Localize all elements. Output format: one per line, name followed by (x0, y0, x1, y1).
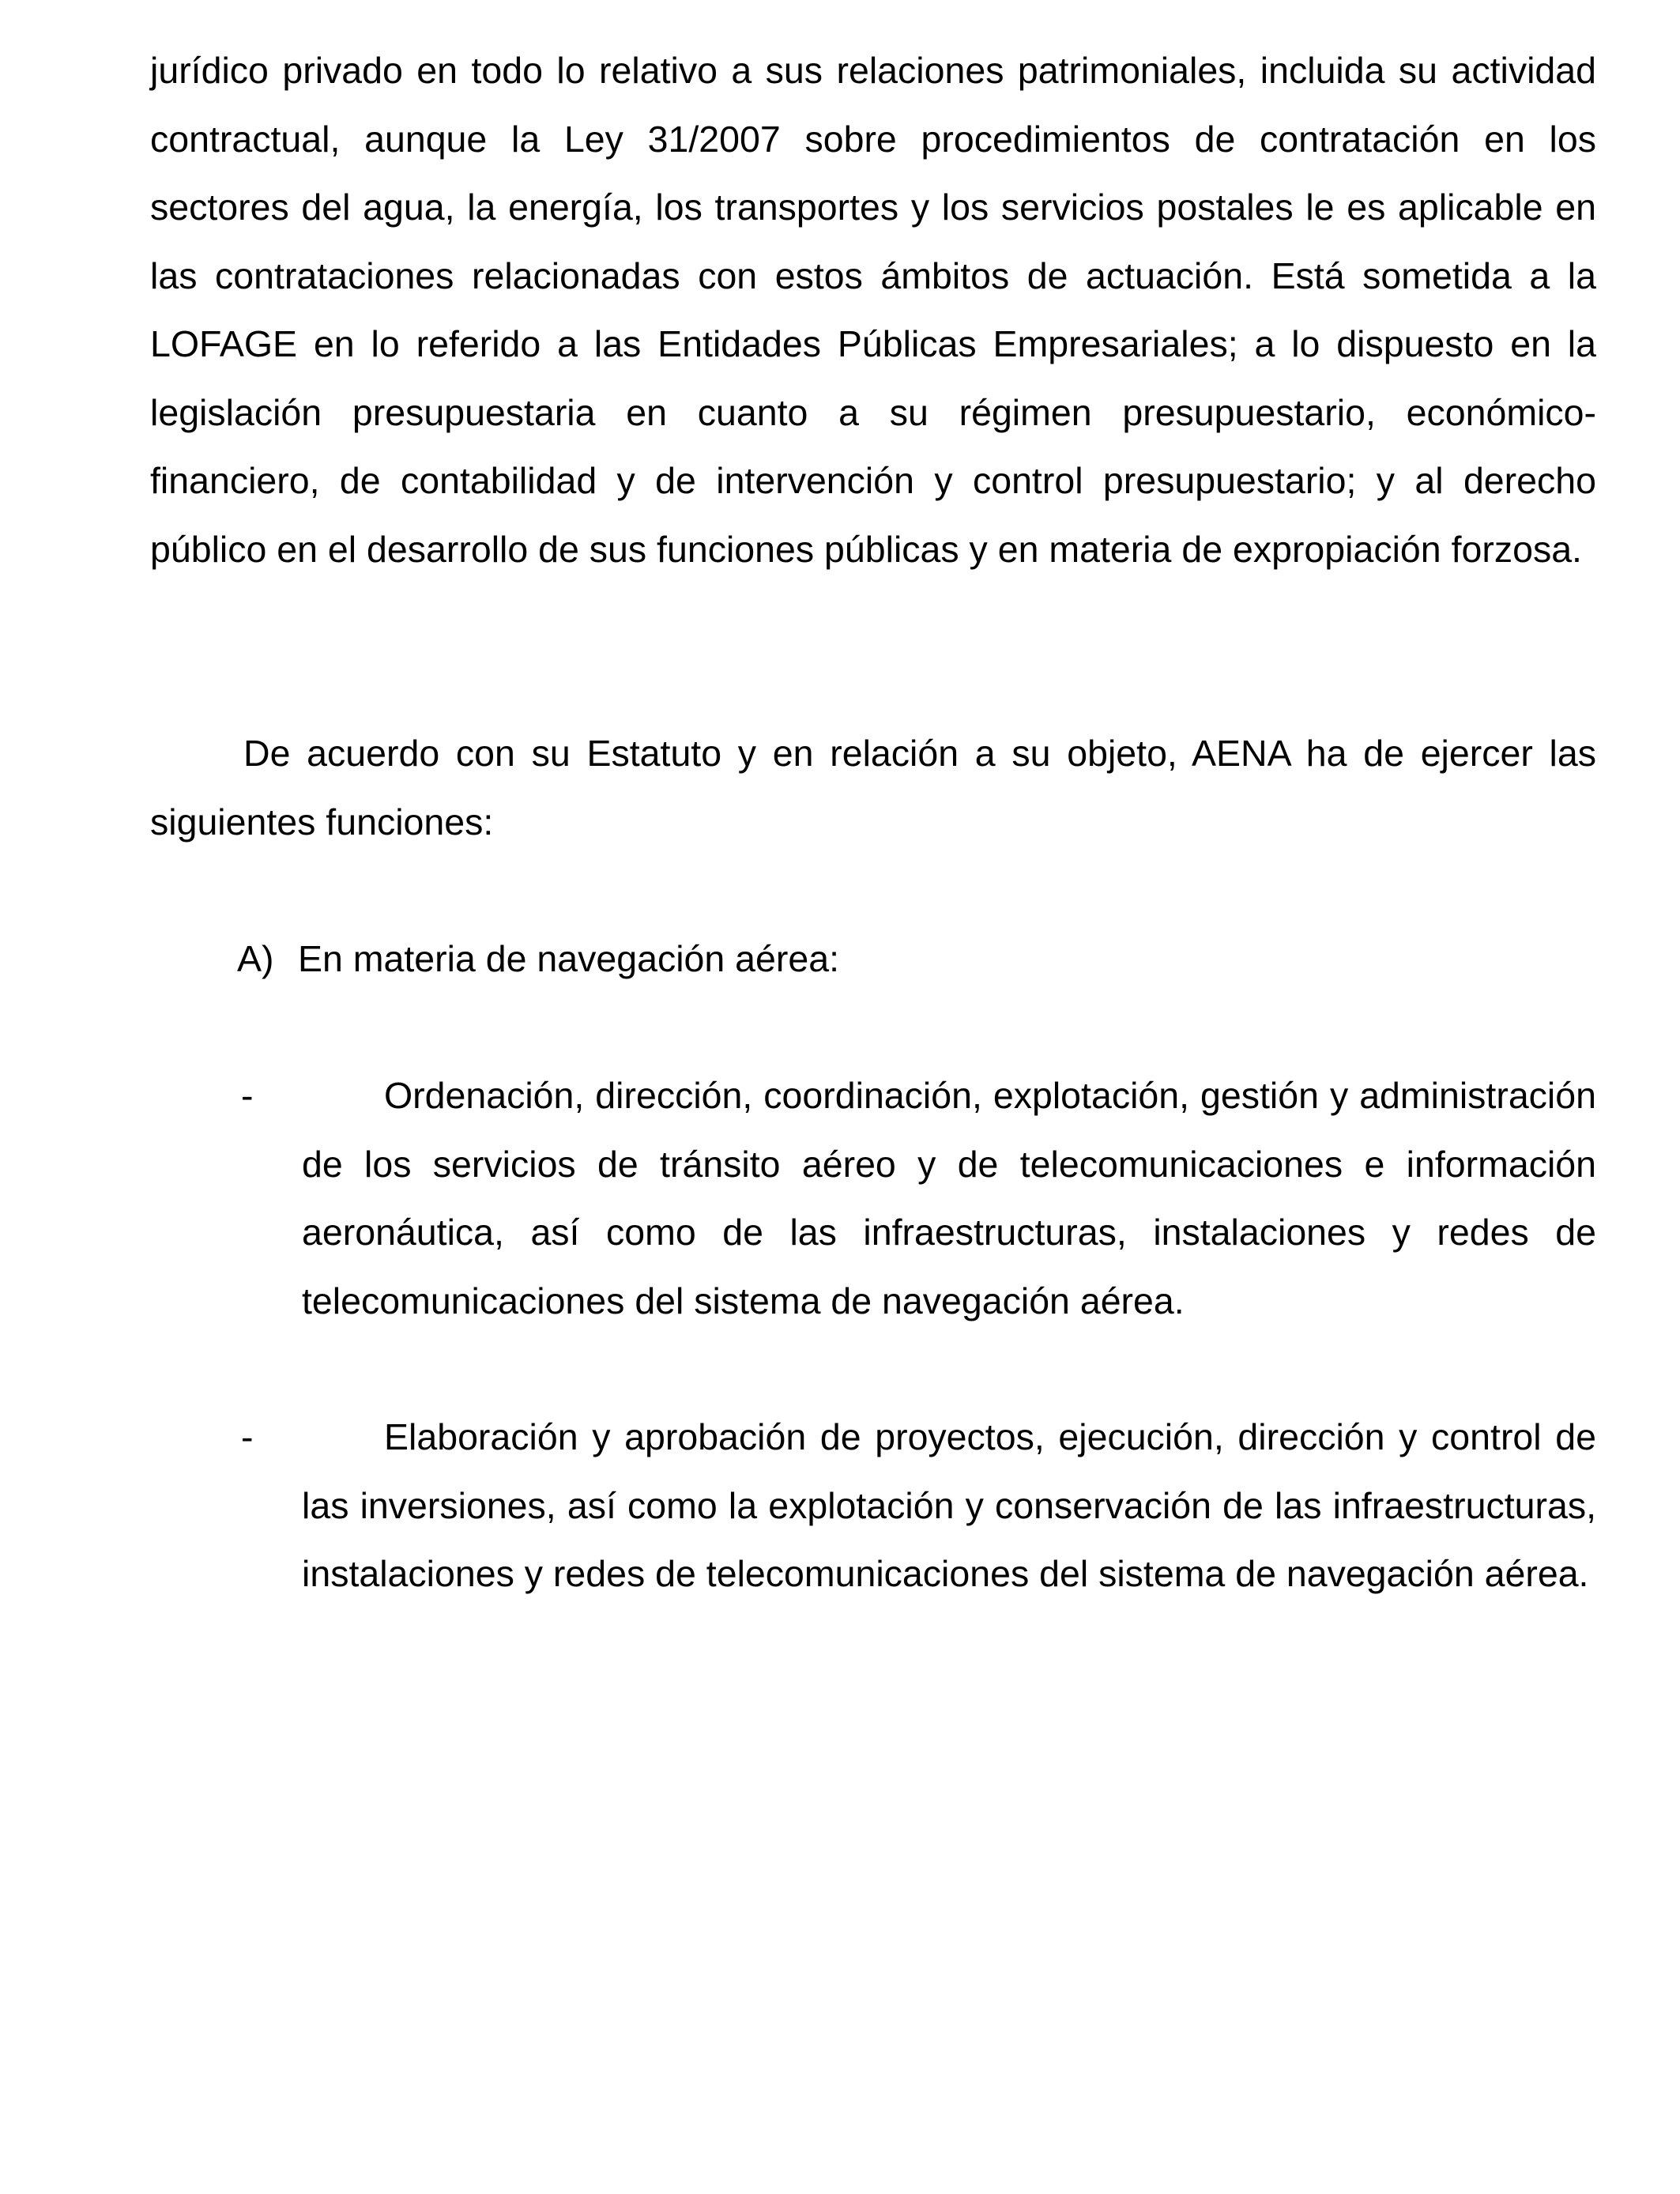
list-item (241, 1061, 1596, 1335)
paragraph-functions-intro: De acuerdo con su Estatuto y en relación a su objeto, AENA ha de ejercer las siguientes funciones: (150, 733, 1596, 843)
section-a-heading (237, 925, 839, 993)
section-a-title: En materia de navegación aérea: (298, 938, 840, 979)
bullet-marker: - (241, 1416, 254, 1457)
list-item-text: Ordenación, dirección, coordinación, explotación, gestión y administración de los servicios de tránsito aéreo y de telecomunicaciones e información aeronáutica, así como de las infraestructuras, instalaciones y redes de telecomunicaciones del sistema de navegación aérea. (302, 1075, 1596, 1321)
bullet-marker: - (241, 1075, 254, 1116)
list-item (241, 1403, 1596, 1608)
section-a-marker: A) (237, 938, 274, 979)
list-item-text: Elaboración y aprobación de proyectos, ejecución, dirección y control de las inversiones, así como la explotación y conservación de las infraestructuras, instalaciones y redes de telecomunicaciones del sistema de navegación aérea. (302, 1416, 1596, 1594)
paragraph-legal-regime: jurídico privado en todo lo relativo a sus relaciones patrimoniales, incluida su actividad contractual, aunque la Ley 31/2007 sobre procedimientos de contratación en los sectores del agua, la energía, los transportes y los servicios postales le es aplicable en las contrataciones relacionadas con estos ámbitos de actuación. Está sometida a la LOFAGE en lo referido a las Entidades Públicas Empresariales; a lo dispuesto en la legislación presupuestaria en cuanto a su régimen presupuestario, económico-financiero, de contabilidad y de intervención y control presupuestario; y al derecho público en el desarrollo de sus funciones públicas y en materia de expropiación forzosa. (150, 50, 1596, 570)
